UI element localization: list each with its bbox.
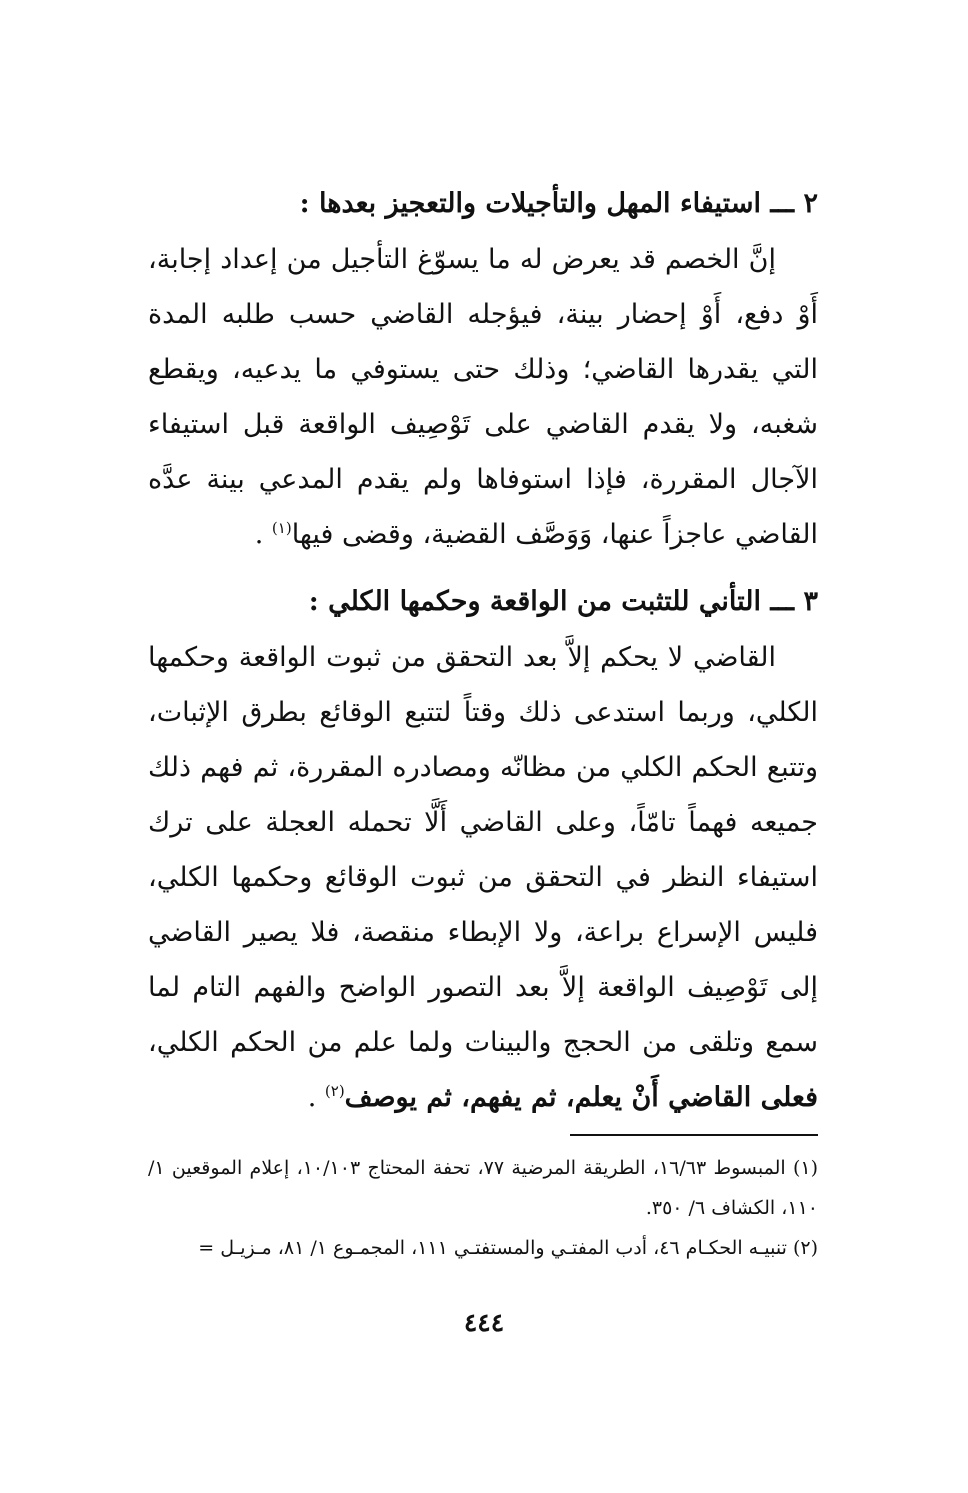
section-heading-3: ٣ ـــ التأني للتثبت من الواقعة وحكمها الكلي : bbox=[308, 586, 818, 617]
footnote-marker-2: (٢) bbox=[324, 1082, 345, 1100]
footnote-1: (١) المبسوط ١٦/٦٣، الطريقة المرضية ٧٧، تحفة المحتاج ١٠/١٠٣، إعلام الموقعين ١/ ١١٠، الكشاف ٦/ ٣٥٠. bbox=[148, 1157, 818, 1219]
emphasized-text: فعلى القاضي أَنْ يعلم، ثم يفهم، ثم يوصف bbox=[344, 1082, 818, 1113]
main-text bbox=[148, 178, 818, 1125]
footnotes bbox=[148, 1148, 818, 1268]
section-paragraph-2 bbox=[148, 232, 818, 562]
paragraph-text: القاضي لا يحكم إلاَّ بعد التحقق من ثبوت الواقعة وحكمها الكلي، وربما استدعى ذلك وقتاً لتتبع الوقائع بطرق الإثبات، وتتبع الحكم الكلي من مظانّه ومصادره المقررة، ثم فهم ذلك جميعه فهماً تامّاً، وعلى القاضي أَلَّا تحمله العجلة على ترك استيفاء النظر في التحقق من ثبوت الوقائع وحكمها الكلي، فليس الإسراع براعة، ولا الإبطاء منقصة، فلا يصير القاضي إلى تَوْصِيف الواقعة إلاَّ بعد التصور الواضح والفهم التام لما سمع وتلقى من الحجج والبينات ولما علم من الحكم الكلي، bbox=[148, 642, 818, 1058]
paragraph-end: . bbox=[254, 519, 272, 550]
paragraph-end: . bbox=[307, 1082, 325, 1113]
footnote-2: (٢) تنبيـه الحكـام ٤٦، أدب المفتـي والمستفتـي ١١١، المجمـوع ١/ ٨١، مـزيـل = bbox=[198, 1237, 818, 1259]
footnote-separator bbox=[570, 1134, 818, 1136]
footnote-marker-1: (١) bbox=[271, 519, 292, 537]
section-paragraph-3 bbox=[148, 630, 818, 1125]
page-number: ٤٤٤ bbox=[463, 1308, 505, 1337]
section-heading-2: ٢ ـــ استيفاء المهل والتأجيلات والتعجيز بعدها : bbox=[299, 188, 818, 219]
paragraph-text: إنَّ الخصم قد يعرض له ما يسوّغ التأجيل من إعداد إجابة، أَوْ دفع، أَوْ إحضار بينة، فيؤجله القاضي حسب طلبه المدة التي يقدرها القاضي؛ وذلك حتى يستوفي ما يدعيه، ويقطع شغبه، ولا يقدم القاضي على تَوْصِيف الواقعة قبل استيفاء الآجال المقررة، فإذا استوفاها ولم يقدم المدعي بينة عدَّه القاضي عاجزاً عنها، وَوَصَّف القضية، وقضى فيها bbox=[148, 244, 818, 550]
